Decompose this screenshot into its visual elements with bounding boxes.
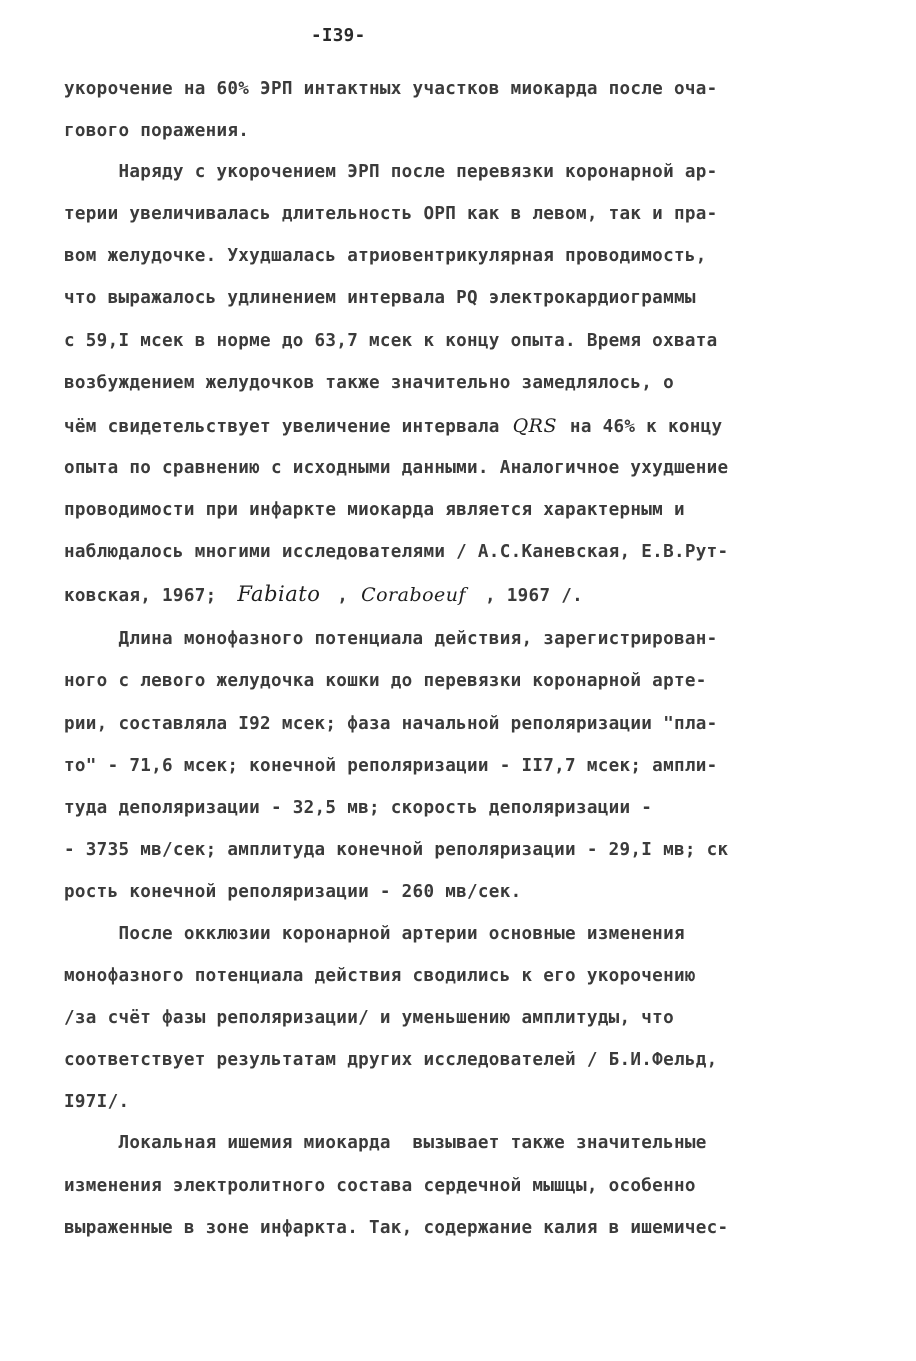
- text-line: терии увеличивалась длительность ОРП как в левом, так и пра-: [64, 204, 718, 224]
- text-segment: чём свидетельствует увеличение интервала: [64, 417, 500, 437]
- handwritten-qrs: QRS: [512, 415, 558, 437]
- text-line: I97I/.: [64, 1092, 130, 1112]
- text-line: соответствует результатам других исследователей / Б.И.Фельд,: [64, 1050, 718, 1070]
- text-line: гового поражения.: [64, 121, 250, 141]
- text-line: Наряду с укорочением ЭРП после перевязки коронарной ар-: [64, 162, 718, 182]
- text-line: Длина монофазного потенциала действия, зарегистрирован-: [64, 629, 718, 649]
- text-line: вом желудочке. Ухудшалась атриовентрикулярная проводимость,: [64, 246, 707, 266]
- text-segment: ковская, 1967;: [64, 586, 217, 606]
- handwritten-coraboeuf: Coraboeuf: [361, 584, 467, 606]
- text-line: что выражалось удлинением интервала PQ электрокардиограммы: [64, 288, 696, 308]
- text-line: возбуждением желудочков также значительно замедлялось, о: [64, 373, 674, 393]
- page-number: -I39-: [311, 26, 366, 46]
- text-line: то" - 71,6 мсек; конечной реполяризации - II7,7 мсек; ампли-: [64, 756, 718, 776]
- text-line: рии, составляла I92 мсек; фаза начальной реполяризации "пла-: [64, 714, 718, 734]
- text-segment: на 46% к концу: [569, 417, 723, 437]
- text-line-with-annotation: [64, 581, 583, 607]
- text-line: ного с левого желудочка кошки до перевязки коронарной арте-: [64, 671, 707, 691]
- text-line-with-annotation: [64, 413, 722, 439]
- text-line: проводимости при инфаркте миокарда является характерным и: [64, 500, 685, 520]
- text-segment: ,: [337, 586, 349, 606]
- text-line: опыта по сравнению с исходными данными. Аналогичное ухудшение: [64, 458, 729, 478]
- text-line: с 59,I мсек в норме до 63,7 мсек к концу опыта. Время охвата: [64, 331, 718, 351]
- text-line: рость конечной реполяризации - 260 мв/сек.: [64, 882, 522, 902]
- text-line: Локальная ишемия миокарда вызывает также значительные: [64, 1133, 707, 1153]
- text-segment: , 1967 /.: [484, 586, 584, 606]
- text-line: наблюдалось многими исследователями / А.С.Каневская, Е.В.Рут-: [64, 542, 729, 562]
- text-line: укорочение на 60% ЭРП интактных участков миокарда после оча-: [64, 79, 718, 99]
- text-line: монофазного потенциала действия сводились к его укорочению: [64, 966, 696, 986]
- handwritten-fabiato: Fabiato: [237, 582, 321, 606]
- text-line: После окклюзии коронарной артерии основные изменения: [64, 924, 685, 944]
- text-line: изменения электролитного состава сердечной мышцы, особенно: [64, 1176, 696, 1196]
- text-line: - 3735 мв/сек; амплитуда конечной реполяризации - 29,I мв; ск: [64, 840, 729, 860]
- text-line: выраженные в зоне инфаркта. Так, содержание калия в ишемичес-: [64, 1218, 729, 1238]
- text-line: /за счёт фазы реполяризации/ и уменьшению амплитуды, что: [64, 1008, 674, 1028]
- text-line: туда деполяризации - 32,5 мв; скорость деполяризации -: [64, 798, 653, 818]
